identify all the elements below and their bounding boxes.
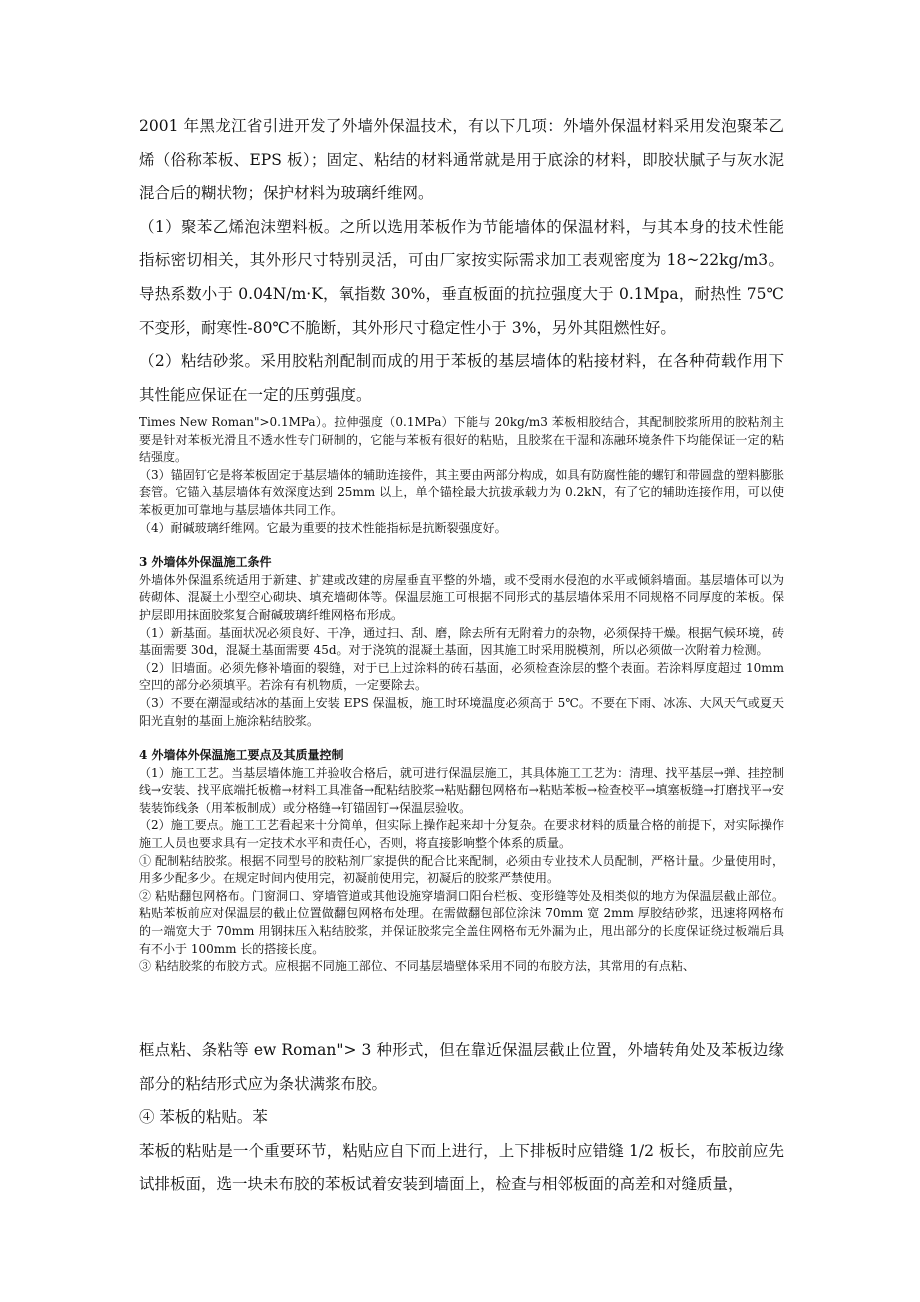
- section-4-heading: 4 外墙体外保温施工要点及其质量控制: [139, 748, 344, 763]
- tail-paragraph-1: 框点粘、条粘等 ew Roman"> 3 种形式，但在靠近保温层截止位置，外墙转角处及苯板边缘部分的粘结形式应为条状满浆布胶。: [139, 1041, 784, 1093]
- section-4-paragraph-5: ③ 粘结胶浆的布胶方式。应根据不同施工部位、不同基层墙壁体采用不同的布胶方法，其常用的有点粘、: [139, 959, 695, 974]
- section-4-paragraph-1: （1）施工工艺。当基层墙体施工并验收合格后，就可进行保温层施工，其具体施工工艺为：清理、找平基层→弹、挂控制线→安装、找平底端托板檐→材料工具准备→配粘结胶浆→粘贴翻包网格布→粘贴苯板→检查校平→填塞板缝→打磨找平→安装装饰线条（用苯板制成）或分格缝→钉锚固钉→保温层验收。: [139, 765, 784, 815]
- middle-block: [139, 414, 784, 976]
- middle-paragraph-1: Times New Roman">0.1MPa）。拉伸强度（0.1MPa）下能与 20kg/m3 苯板相胶结合，其配制胶浆所用的胶粘剂主要是针对苯板光滑且不透水性专门研制的，它能与苯板有很好的粘贴，且胶浆在干湿和冻融环境条件下均能保证一定的粘结强度。: [139, 415, 784, 465]
- section-3-heading: 3 外墙体外保温施工条件: [139, 555, 272, 570]
- intro-paragraph-2: （1）聚苯乙烯泡沫塑料板。之所以选用苯板作为节能墙体的保温材料，与其本身的技术性能指标密切相关，其外形尺寸特别灵活，可由厂家按实际需求加工表观密度为 18~22kg/m3。导热系数小于 0.04N/m·K，氧指数 30%，垂直板面的抗拉强度大于 0.1Mpa，耐热性 75℃不变形，耐寒性-80℃不脆断，其外形尺寸稳定性小于 3%，另外其阻燃性好。: [139, 217, 784, 337]
- middle-paragraph-3: （4）耐碱玻璃纤维网。它最为重要的技术性能指标是抗断裂强度好。: [139, 520, 507, 535]
- intro-block: [139, 110, 784, 412]
- section-3-paragraph-4: （3）不要在潮湿或结冰的基面上安装 EPS 保温板，施工时环境温度必须高于 5℃。不要在下雨、冰冻、大风天气或夏天阳光直射的基面上施涂粘结胶浆。: [139, 695, 784, 728]
- intro-paragraph-1: 2001 年黑龙江省引进开发了外墙外保温技术，有以下几项：外墙外保温材料采用发泡聚苯乙烯（俗称苯板、EPS 板）；固定、粘结的材料通常就是用于底涂的材料，即胶状腻子与灰水泥混合后的糊状物；保护材料为玻璃纤维网。: [139, 117, 784, 203]
- tail-block: [139, 1034, 784, 1202]
- middle-paragraph-2: （3）锚固钉它是将苯板固定于基层墙体的辅助连接件，其主要由两部分构成，如具有防腐性能的螺钉和带圆盘的塑料膨胀套管。它锚入基层墙体有效深度达到 25mm 以上，单个锚栓最大抗拔承载力为 0.2kN，有了它的辅助连接作用，可以使苯板更加可靠地与基层墙体共同工作。: [139, 467, 784, 517]
- section-3-paragraph-1: 外墙体外保温系统适用于新建、扩建或改建的房屋垂直平整的外墙，或不受雨水侵泡的水平或倾斜墙面。基层墙体可以为砖砌体、混凝土小型空心砌块、填充墙砌体等。保温层施工可根据不同形式的基层墙体采用不同规格不同厚度的苯板。保护层即用抹面胶浆复合耐碱玻璃纤维网格布形成。: [139, 572, 784, 622]
- section-4-paragraph-4: ② 粘贴翻包网格布。门窗洞口、穿墙管道或其他设施穿墙洞口阳台栏板、变形缝等处及相类似的地方为保温层截止部位。粘贴苯板前应对保温层的截止位置做翻包网格布处理。在需做翻包部位涂沫 70mm 宽 2mm 厚胶结砂浆，迅速将网格布的一端宽大于 70mm 用钢抹压入粘结胶浆，并保证胶浆完全盖住网格布无外漏为止，甩出部分的长度保证绕过板端后具有不小于 100mm 长的搭接长度。: [139, 888, 784, 956]
- intro-paragraph-3: （2）粘结砂浆。采用胶粘剂配制而成的用于苯板的基层墙体的粘接材料，在各种荷载作用下其性能应保证在一定的压剪强度。: [139, 352, 784, 404]
- section-3-paragraph-2: （1）新基面。基面状况必须良好、干净，通过扫、刮、磨，除去所有无附着力的杂物，必须保持干燥。根据气候环境，砖基面需要 30d，混凝土基面需要 45d。对于浇筑的混凝土基面，因其施工时采用脱模剂，所以必须做一次附着力检测。: [139, 625, 784, 658]
- tail-paragraph-3: 苯板的粘贴是一个重要环节，粘贴应自下而上进行，上下排板时应错缝 1/2 板长，布胶前应先试排板面，选一块未布胶的苯板试着安装到墙面上，检查与相邻板面的高差和对缝质量，: [139, 1141, 784, 1194]
- section-4-paragraph-2: （2）施工要点。施工工艺看起来十分简单，但实际上操作起来却十分复杂。在要求材料的质量合格的前提下，对实际操作施工人员也要求具有一定技术水平和责任心，否则，将直接影响整个体系的质量。: [139, 818, 784, 851]
- section-3-paragraph-3: （2）旧墙面。必须先修补墙面的裂缝，对于已上过涂料的砖石基面，必须检查涂层的整个表面。若涂料厚度超过 10mm 空凹的部分必须填平。若涂有有机物质，一定要除去。: [139, 660, 784, 693]
- section-4-paragraph-3: ① 配制粘结胶浆。根据不同型号的胶粘剂厂家提供的配合比来配制，必须由专业技术人员配制，严格计量。少量使用时，用多少配多少。在规定时间内使用完，初凝前使用完，初凝后的胶浆严禁使用。: [139, 853, 784, 886]
- tail-paragraph-2: ④ 苯板的粘贴。苯: [139, 1108, 268, 1127]
